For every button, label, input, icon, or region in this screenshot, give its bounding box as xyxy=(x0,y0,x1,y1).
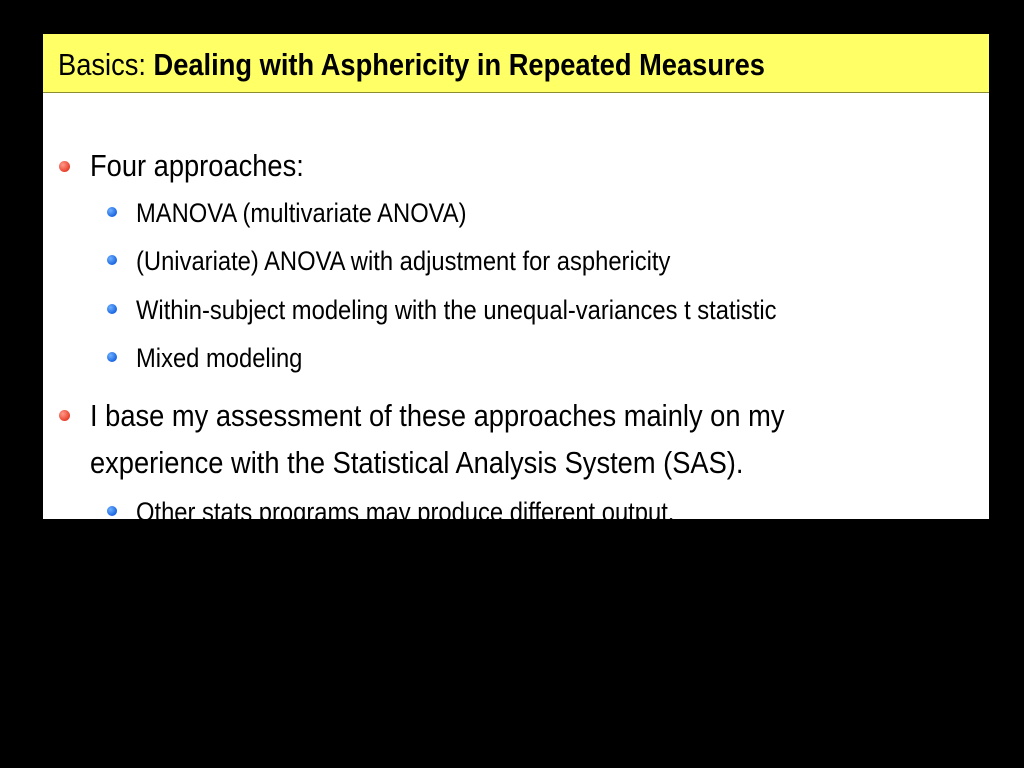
sub-bullet-icon xyxy=(107,352,117,362)
slide-title xyxy=(58,47,765,83)
sub-bullet-icon xyxy=(107,207,117,217)
title-main: Dealing with Asphericity in Repeated Measures xyxy=(153,47,765,82)
bullet-icon xyxy=(59,410,70,421)
title-prefix: Basics: xyxy=(58,47,154,82)
sub-bullet-text: MANOVA (multivariate ANOVA) xyxy=(136,198,467,228)
sub-bullet-icon xyxy=(107,506,117,516)
bullet-text-continued: experience with the Statistical Analysis System (SAS). xyxy=(90,445,744,480)
sub-bullet-icon xyxy=(107,304,117,314)
bullet-text: Four approaches: xyxy=(90,148,304,183)
sub-bullet-text: Other stats programs may produce different output. xyxy=(136,497,675,527)
sub-bullet-text: (Univariate) ANOVA with adjustment for asphericity xyxy=(136,246,671,276)
sub-bullet-icon xyxy=(107,255,117,265)
title-bar xyxy=(43,34,989,93)
sub-bullet-text: Within-subject modeling with the unequal-variances t statistic xyxy=(136,295,777,325)
bullet-text: I base my assessment of these approaches mainly on my xyxy=(90,398,785,433)
bullet-icon xyxy=(59,161,70,172)
slide-frame xyxy=(43,34,989,527)
sub-bullet-text: Mixed modeling xyxy=(136,343,303,373)
